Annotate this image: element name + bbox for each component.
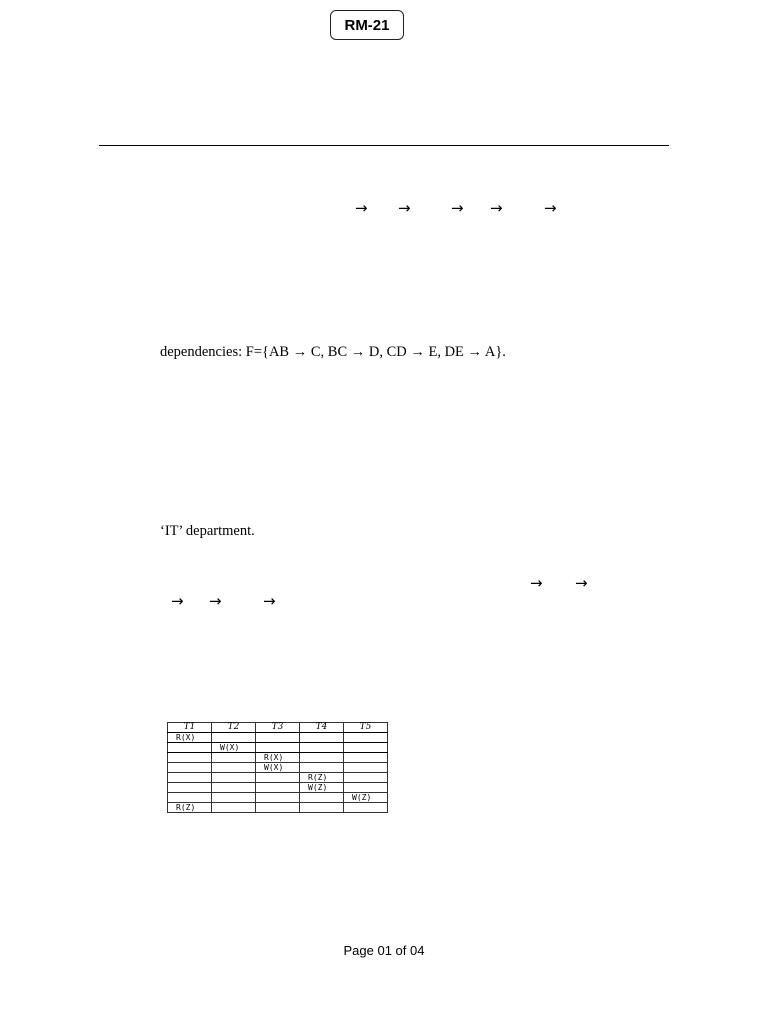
schedule-cell (344, 743, 388, 753)
arrow-icon: → (209, 592, 222, 610)
schedule-cell: W(X) (256, 763, 300, 773)
arrow-icon: → (355, 199, 368, 217)
schedule-row (168, 803, 388, 813)
schedule-cell (256, 783, 300, 793)
schedule-row (168, 733, 388, 743)
schedule-cell (212, 783, 256, 793)
schedule-cell (168, 773, 212, 783)
schedule-cell (300, 743, 344, 753)
document-code-badge (330, 10, 404, 40)
schedule-cell (168, 743, 212, 753)
schedule-cell (344, 783, 388, 793)
schedule-cell (344, 803, 388, 813)
schedule-column-header: T3 (256, 723, 300, 733)
arrow-icon: → (451, 199, 464, 217)
schedule-row (168, 783, 388, 793)
schedule-row (168, 753, 388, 763)
schedule-row (168, 763, 388, 773)
schedule-column-header: T1 (168, 723, 212, 733)
schedule-cell: W(X) (212, 743, 256, 753)
schedule-cell (212, 773, 256, 783)
arrow-icon: → (171, 592, 184, 610)
schedule-column-header: T4 (300, 723, 344, 733)
schedule-cell: R(X) (256, 753, 300, 763)
schedule-cell (256, 793, 300, 803)
schedule-cell: R(X) (168, 733, 212, 743)
schedule-row (168, 773, 388, 783)
schedule-cell (212, 763, 256, 773)
header-divider (99, 145, 669, 146)
schedule-column-header: T5 (344, 723, 388, 733)
schedule-cell (300, 793, 344, 803)
page-number: Page 01 of 04 (343, 943, 425, 958)
schedule-cell (256, 773, 300, 783)
arrow-icon: → (398, 199, 411, 217)
schedule-cell: W(Z) (300, 783, 344, 793)
schedule-cell (168, 793, 212, 803)
arrow-icon: → (575, 574, 588, 592)
functional-dependencies-text: dependencies: F={AB → C, BC → D, CD → E, DE → A}. (160, 344, 506, 360)
schedule-cell (300, 753, 344, 763)
schedule-header-row (168, 723, 388, 733)
transaction-schedule-table (167, 722, 388, 813)
arrow-icon: → (490, 199, 503, 217)
schedule-cell (300, 763, 344, 773)
schedule-cell (344, 763, 388, 773)
schedule-cell (344, 773, 388, 783)
schedule-cell (300, 803, 344, 813)
schedule-cell (256, 743, 300, 753)
schedule-cell (212, 803, 256, 813)
document-code: RM-21 (344, 16, 390, 34)
schedule-row (168, 743, 388, 753)
schedule-cell: R(Z) (300, 773, 344, 783)
schedule-cell (212, 733, 256, 743)
schedule-cell (256, 803, 300, 813)
schedule-cell (168, 763, 212, 773)
schedule-cell (300, 733, 344, 743)
schedule-cell (212, 753, 256, 763)
schedule-row (168, 793, 388, 803)
schedule-cell (168, 753, 212, 763)
schedule-cell (168, 783, 212, 793)
schedule-cell (344, 753, 388, 763)
arrow-icon: → (263, 592, 276, 610)
department-text: ‘IT’ department. (160, 523, 255, 539)
schedule-cell: R(Z) (168, 803, 212, 813)
arrow-icon: → (530, 574, 543, 592)
schedule-cell (344, 733, 388, 743)
schedule-cell (212, 793, 256, 803)
arrow-icon: → (544, 199, 557, 217)
schedule-cell: W(Z) (344, 793, 388, 803)
schedule-cell (256, 733, 300, 743)
schedule-column-header: T2 (212, 723, 256, 733)
